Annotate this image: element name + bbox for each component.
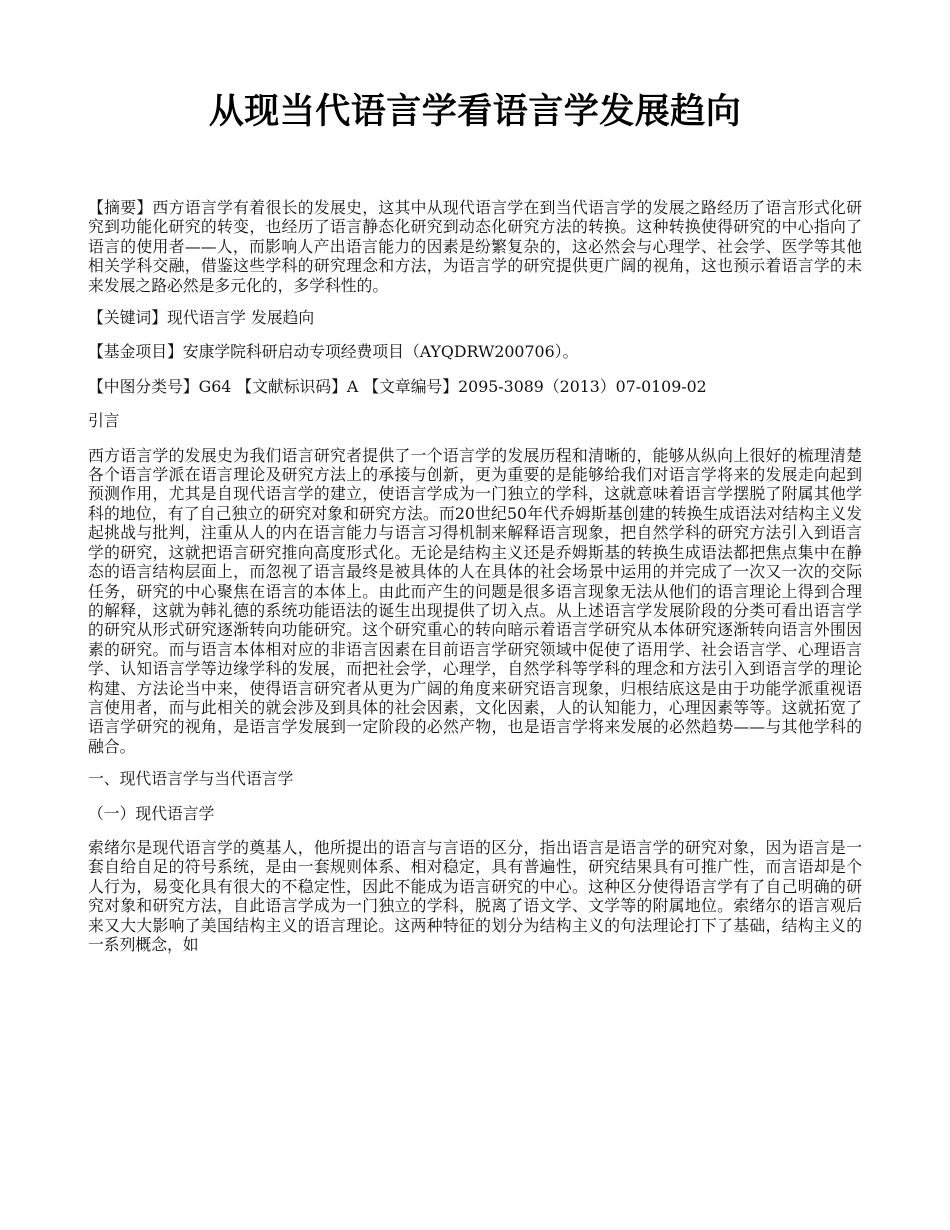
section-heading: 一、现代语言学与当代语言学 [88, 769, 294, 789]
abstract-paragraph: 【摘要】西方语言学有着很长的发展史，这其中从现代语言学在到当代语言学的发展之路经历了语言形式化研究到功能化研究的转变，也经历了语言静态化研究到动态化研究方法的转换。这种转换使得研究的中心指向了语言的使用者——人，而影响人产出语言能力的因素是纷繁复杂的，这必然会与心理学、社会学、医学等其他相关学科交融，借鉴这些学科的研究理念和方法，为语言学的研究提供更广阔的视角，这也预示着语言学的未来发展之路必然是多元化的，多学科性的。 [88, 198, 862, 295]
subsection-heading: （一）现代语言学 [88, 803, 215, 823]
paper-title: 从现当代语言学看语言学发展趋向 [208, 92, 742, 132]
document-page [88, 0, 862, 967]
fund-line: 【基金项目】安康学院科研启动专项经费项目（AYQDRW200706）。 [88, 342, 579, 362]
classification-line: 【中图分类号】G64 【文献标识码】A 【文章编号】2095-3089（2013）07-0109-02 [88, 376, 707, 396]
intro-paragraph: 西方语言学的发展史为我们语言研究者提供了一个语言学的发展历程和清晰的，能够从纵向上很好的梳理清楚各个语言学派在语言理论及研究方法上的承接与创新，更为重要的是能够给我们对语言学将来的发展走向起到预测作用，尤其是自现代语言学的建立，使语言学成为一门独立的学科，这就意味着语言学摆脱了附属其他学科的地位，有了自己独立的研究对象和研究方法。而20世纪50年代乔姆斯基创建的转换生成语法对结构主义发起挑战与批判，注重从人的内在语言能力与语言习得机制来解释语言现象，把自然学科的研究方法引入到语言学的研究，这就把语言研究推向高度形式化。无论是结构主义还是乔姆斯基的转换生成语法都把焦点集中在静态的语言结构层面上，而忽视了语言最终是被具体的人在具体的社会场景中运用的并完成了一次又一次的交际任务，研究的中心聚焦在语言的本体上。由此而产生的问题是很多语言现象无法从他们的语言理论上得到合理的解释，这就为韩礼德的系统功能语法的诞生出现提供了切入点。从上述语言学发展阶段的分类可看出语言学的研究从形式研究逐渐转向功能研究。这个研究重心的转向暗示着语言学研究从本体研究逐渐转向语言外围因素的研究。而与语言本体相对应的非语言因素在目前语言学研究领域中促使了语用学、社会语言学、心理语言学、认知语言学等边缘学科的发展，而把社会学，心理学，自然学科等学科的理念和方法引入到语言学的理论构建、方法论当中来，使得语言研究者从更为广阔的角度来研究语言现象，归根结底这是由于功能学派重视语言使用者，而与此相关的就会涉及到具体的社会因素，文化因素，人的认知能力，心理因素等等。这就拓宽了语言学研究的视角，是语言学发展到一定阶段的必然产物，也是语言学将来发展的必然趋势——与其他学科的融合。 [88, 445, 862, 756]
subsection-paragraph: 索绪尔是现代语言学的奠基人，他所提出的语言与言语的区分，指出语言是语言学的研究对象，因为语言是一套自给自足的符号系统，是由一套规则体系、相对稳定，具有普遍性，研究结果具有可推广性，而言语却是个人行为，易变化具有很大的不稳定性，因此不能成为语言研究的中心。这种区分使得语言学有了自己明确的研究对象和研究方法，自此语言学成为一门独立的学科，脱离了语文学、文学等的附属地位。索绪尔的语言观后来又大大影响了美国结构主义的语言理论。这两种特征的划分为结构主义的句法理论打下了基础，结构主义的一系列概念，如 [88, 837, 862, 954]
intro-heading: 引言 [88, 411, 120, 431]
keywords-line: 【关键词】现代语言学 发展趋向 [88, 308, 315, 328]
paper-body [88, 198, 862, 954]
